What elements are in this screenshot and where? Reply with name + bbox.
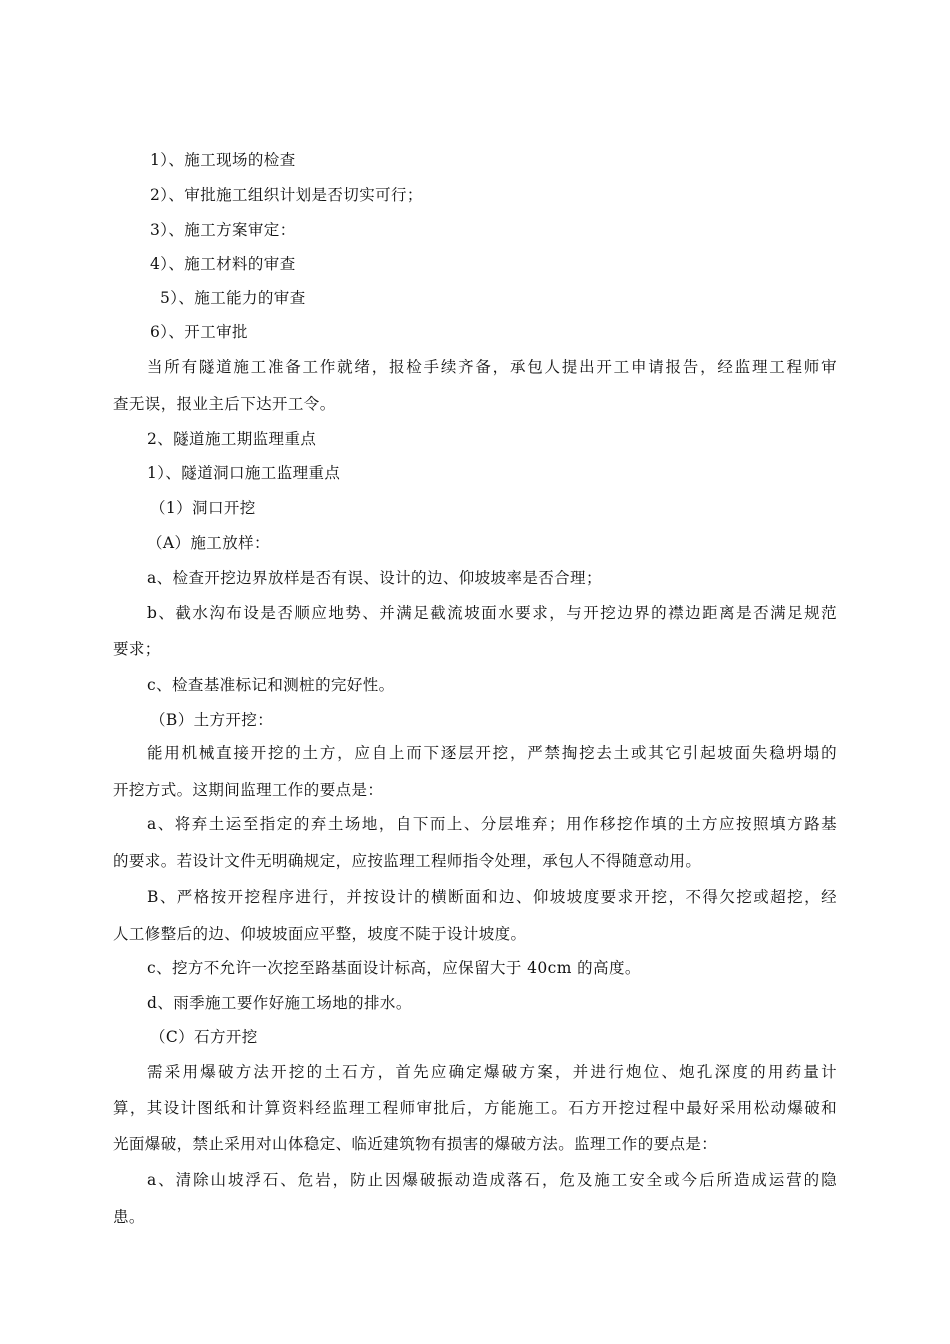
item-heading: （1）洞口开挖 bbox=[150, 499, 256, 517]
item-heading: （A）施工放样： bbox=[147, 534, 270, 552]
paragraph-line: 当所有隧道施工准备工作就绪，报检手续齐备，承包人提出开工申请报告，经监理工程师审 bbox=[147, 358, 837, 376]
paragraph-line: c、挖方不允许一次挖至路基面设计标高，应保留大于 40cm 的高度。 bbox=[147, 959, 641, 977]
paragraph-line: 算，其设计图纸和计算资料经监理工程师审批后，方能施工。石方开挖过程中最好采用松动爆破和 bbox=[113, 1099, 837, 1117]
paragraph-line: 的要求。若设计文件无明确规定，应按监理工程师指令处理，承包人不得随意动用。 bbox=[113, 852, 702, 870]
paragraph-line: 患。 bbox=[113, 1208, 145, 1226]
paragraph-line: 开挖方式。这期间监理工作的要点是： bbox=[113, 781, 384, 799]
paragraph-line: 要求； bbox=[113, 640, 161, 658]
list-item-material-review: 4）、施工材料的审查 bbox=[150, 255, 296, 273]
paragraph-line: a、检查开挖边界放样是否有误、设计的边、仰坡坡率是否合理； bbox=[147, 569, 602, 587]
paragraph-line: a、清除山坡浮石、危岩，防止因爆破振动造成落石，危及施工安全或今后所造成运营的隐 bbox=[147, 1171, 837, 1189]
list-item-plan-approval: 2）、审批施工组织计划是否切实可行； bbox=[150, 186, 423, 204]
paragraph-line: a、将弃土运至指定的弃土场地，自下而上、分层堆弃；用作移挖作填的土方应按照填方路基 bbox=[147, 815, 837, 833]
item-heading: （C）石方开挖 bbox=[150, 1028, 258, 1046]
paragraph-line: d、雨季施工要作好施工场地的排水。 bbox=[147, 994, 412, 1012]
paragraph-line: B、严格按开挖程序进行，并按设计的横断面和边、仰坡坡度要求开挖，不得欠挖或超挖，经 bbox=[147, 888, 837, 906]
item-heading: （B）土方开挖： bbox=[150, 711, 274, 729]
paragraph-line: 光面爆破，禁止采用对山体稳定、临近建筑物有损害的爆破方法。监理工作的要点是： bbox=[113, 1135, 718, 1153]
section-heading: 2、隧道施工期监理重点 bbox=[147, 430, 317, 448]
paragraph-line: b、截水沟布设是否顺应地势、并满足截流坡面水要求，与开挖边界的襟边距离是否满足规范 bbox=[147, 604, 837, 622]
paragraph-line: 需采用爆破方法开挖的土石方，首先应确定爆破方案，并进行炮位、炮孔深度的用药量计 bbox=[147, 1063, 837, 1081]
paragraph-line: c、检查基准标记和测桩的完好性。 bbox=[147, 676, 395, 694]
paragraph-line: 查无误，报业主后下达开工令。 bbox=[113, 395, 336, 413]
list-item-scheme-review: 3）、施工方案审定： bbox=[150, 221, 296, 239]
paragraph-line: 人工修整后的边、仰坡坡面应平整，坡度不陡于设计坡度。 bbox=[113, 925, 527, 943]
list-item-start-approval: 6）、开工审批 bbox=[150, 323, 248, 341]
paragraph-line: 能用机械直接开挖的土方，应自上而下逐层开挖，严禁掏挖去土或其它引起坡面失稳坍塌的 bbox=[147, 744, 837, 762]
list-item-capability-review: 5）、施工能力的审查 bbox=[160, 289, 306, 307]
subsection-heading: 1）、隧道洞口施工监理重点 bbox=[147, 464, 341, 482]
list-item-site-inspection: 1）、施工现场的检查 bbox=[150, 151, 296, 169]
